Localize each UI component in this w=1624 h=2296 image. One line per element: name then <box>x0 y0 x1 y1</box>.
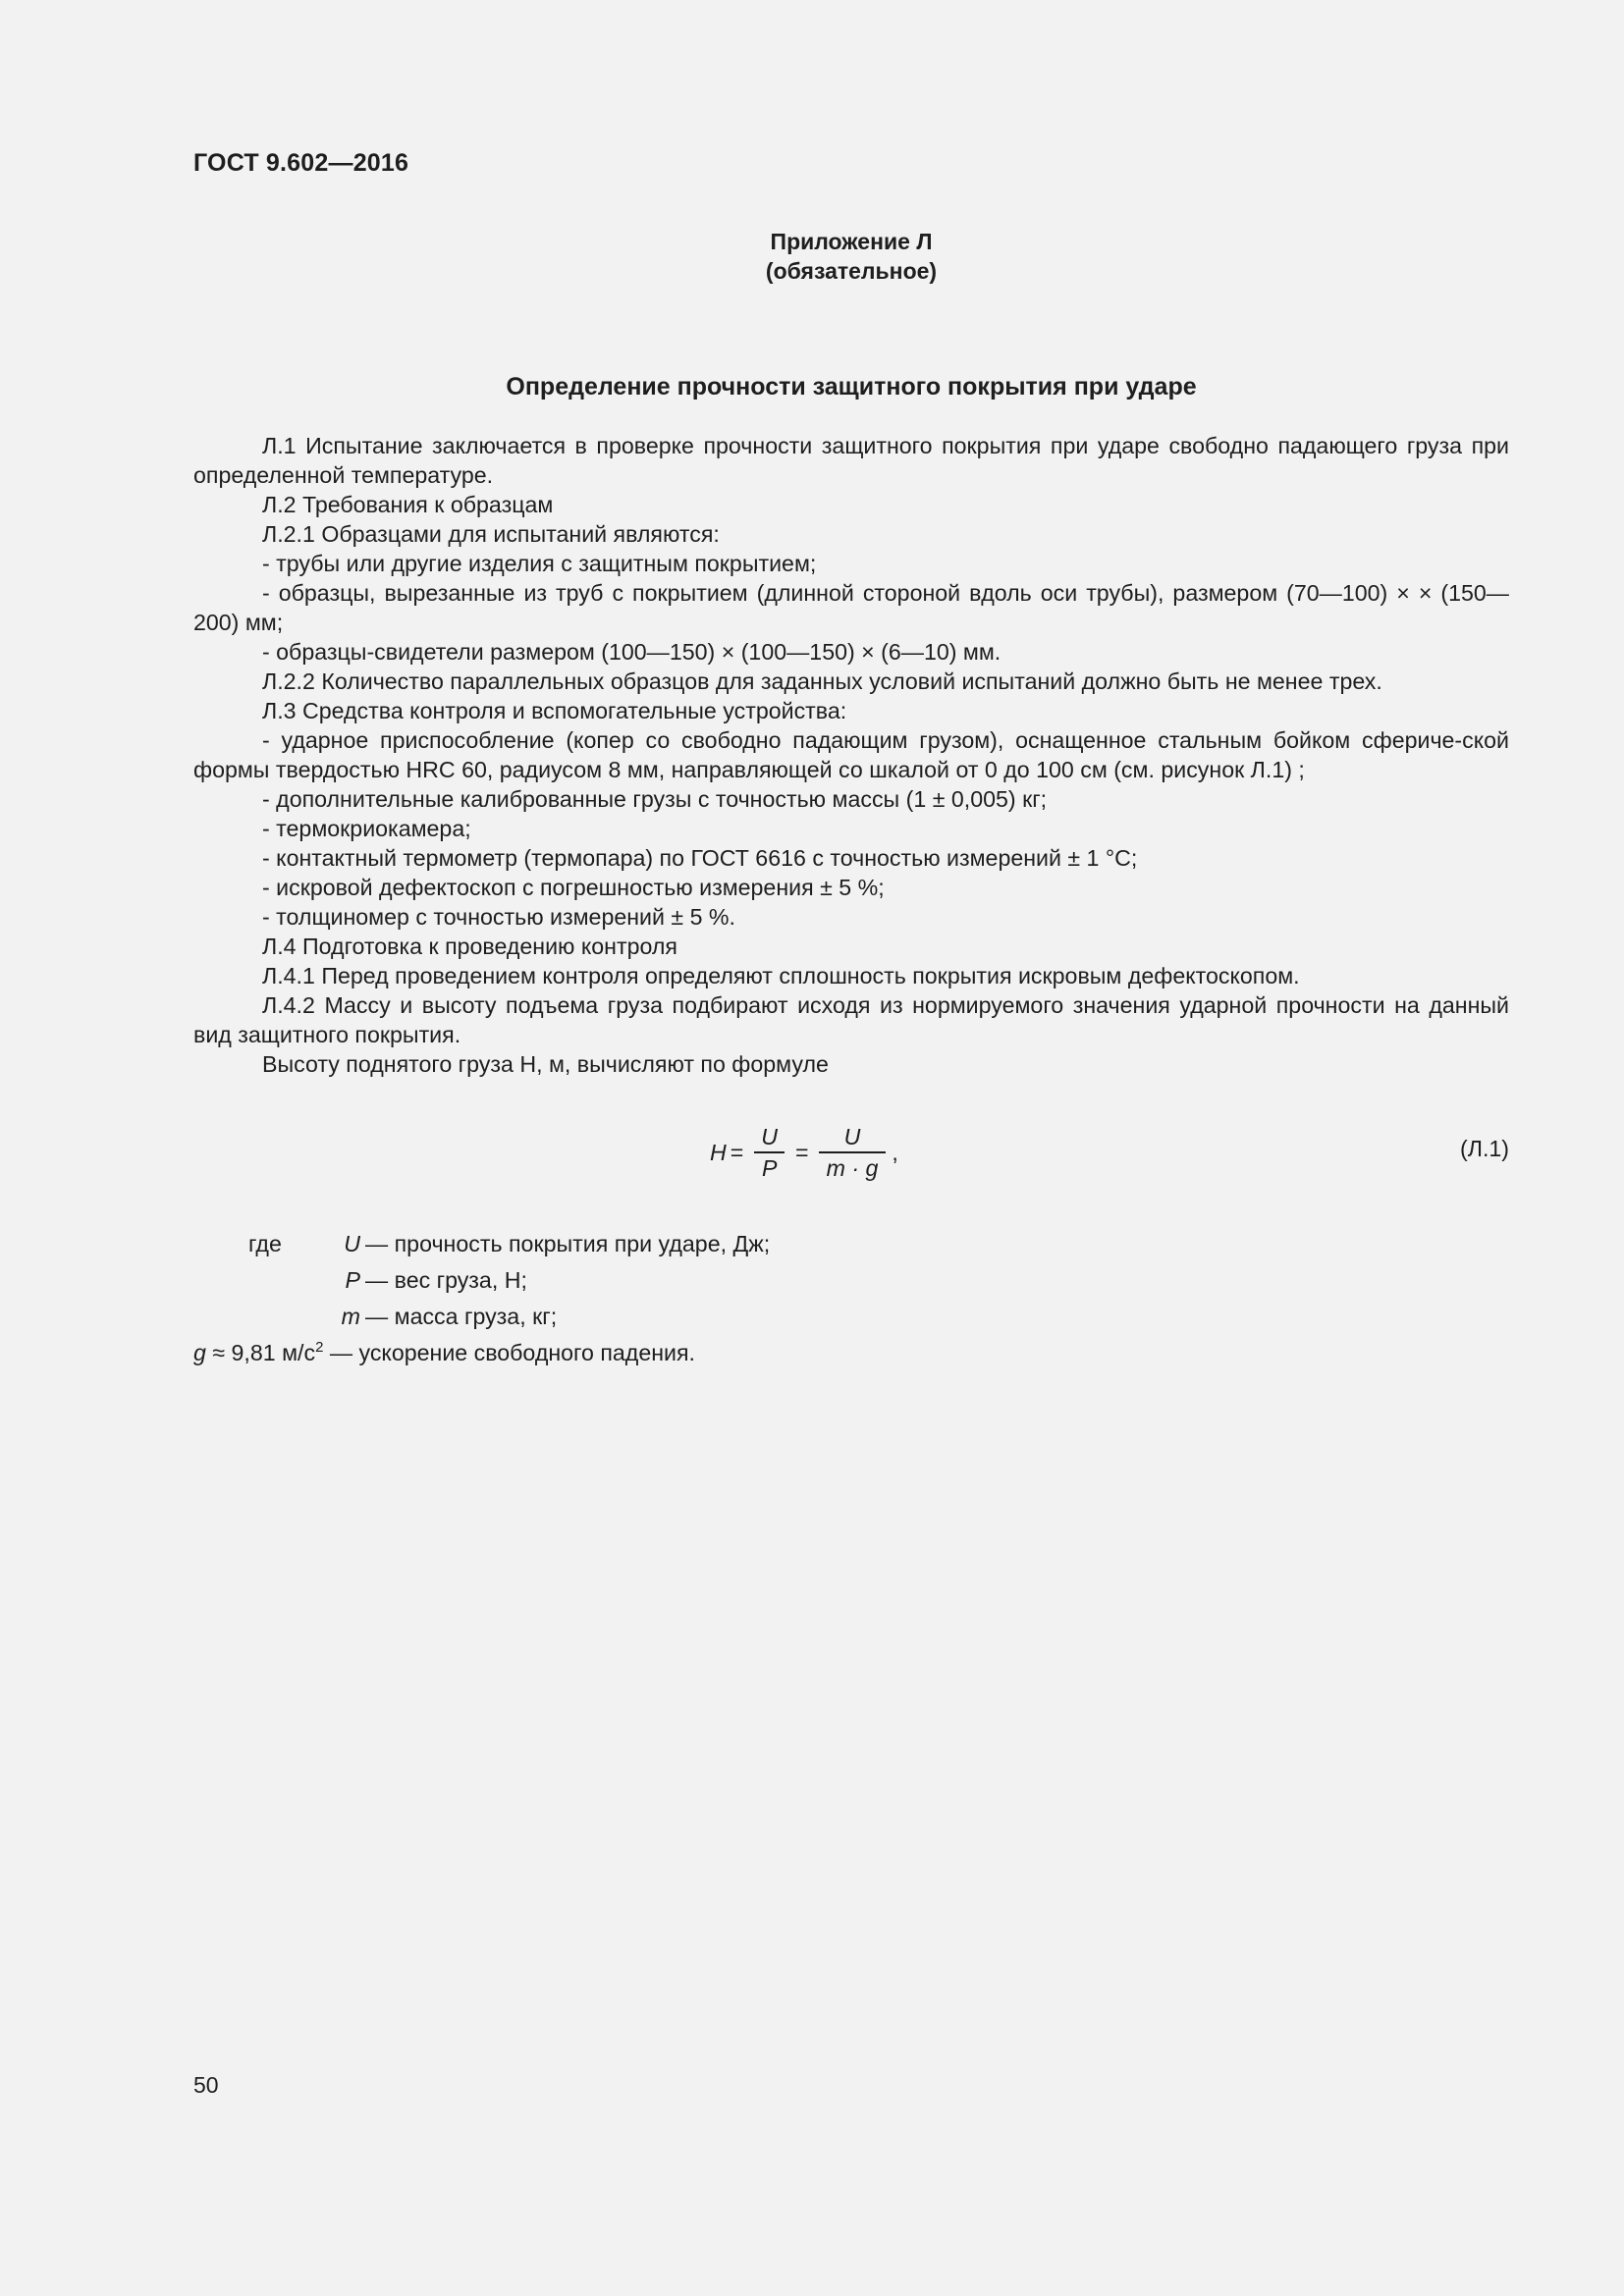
variable-definitions <box>193 1226 1509 1371</box>
appendix-heading <box>193 227 1509 286</box>
fraction-numerator: U <box>761 1124 779 1149</box>
section-title: Определение прочности защитного покрытия при ударе <box>506 373 1197 400</box>
fraction-denominator: P <box>754 1151 785 1183</box>
variable-symbol: g <box>193 1340 206 1365</box>
appendix-status: (обязательное) <box>765 258 938 284</box>
list-item: - контактный термометр (термопара) по ГОСТ 6616 с точностью измерений ± 1 °С; <box>262 845 1138 871</box>
list-item: - образцы, вырезанные из труб с покрытием (длинной стороной вдоль оси трубы), размером (70—100) × × (150—200) мм; <box>193 580 1509 635</box>
definition-row <box>193 1335 1509 1371</box>
paragraph: Л.2.2 Количество параллельных образцов для заданных условий испытаний должно быть не менее трех. <box>262 668 1382 694</box>
definition-row <box>193 1299 1509 1335</box>
body-text <box>193 431 1509 1079</box>
paragraph: Л.2 Требования к образцам <box>262 492 554 517</box>
paragraph: Л.3 Средства контроля и вспомогательные устройства: <box>262 698 847 723</box>
paragraph: Л.4 Подготовка к проведению контроля <box>262 934 677 959</box>
equals-sign: = <box>730 1139 744 1165</box>
list-item: - термокриокамера; <box>262 816 471 841</box>
gravity-value: ≈ 9,81 м/с <box>212 1340 316 1365</box>
paragraph: Л.2.1 Образцами для испытаний являются: <box>262 521 720 547</box>
variable-description: — ускорение свободного падения. <box>323 1340 695 1365</box>
variable-description: — прочность покрытия при ударе, Дж; <box>365 1231 771 1256</box>
list-item: - образцы-свидетели размером (100—150) × (100—150) × (6—10) мм. <box>262 639 1001 665</box>
formula-number: (Л.1) <box>1460 1136 1509 1161</box>
list-item: - трубы или другие изделия с защитным покрытием; <box>262 551 817 576</box>
formula-block <box>193 1113 1509 1192</box>
fraction-u-over-mg <box>819 1122 887 1183</box>
equals-sign: = <box>795 1139 809 1165</box>
where-word: где <box>248 1231 282 1256</box>
paragraph: Л.1 Испытание заключается в проверке прочности защитного покрытия при ударе свободно падающего груза при определенной температуре. <box>193 433 1509 488</box>
variable-symbol: U <box>344 1231 360 1256</box>
page-number: 50 <box>193 2072 219 2098</box>
formula-lhs: H <box>710 1139 727 1165</box>
variable-symbol: m <box>341 1304 360 1329</box>
formula <box>710 1113 898 1192</box>
variable-description: — вес груза, Н; <box>365 1267 527 1293</box>
fraction-denominator: m · g <box>819 1151 887 1183</box>
variable-symbol: P <box>345 1267 360 1293</box>
variable-description: — масса груза, кг; <box>365 1304 558 1329</box>
formula-comma: , <box>892 1139 898 1165</box>
definition-row <box>193 1262 1509 1299</box>
definition-row <box>193 1226 1509 1262</box>
fraction-numerator: U <box>843 1124 861 1149</box>
paragraph: Л.4.2 Массу и высоту подъема груза подбирают исходя из нормируемого значения ударной прочности на данный вид защитного покрытия. <box>193 992 1509 1047</box>
paragraph: Л.4.1 Перед проведением контроля определяют сплошность покрытия искровым дефектоскопом. <box>262 963 1300 988</box>
document-code: ГОСТ 9.602—2016 <box>193 149 409 177</box>
exponent: 2 <box>315 1339 324 1356</box>
list-item: - толщиномер с точностью измерений ± 5 %. <box>262 904 735 930</box>
list-item: - дополнительные калиброванные грузы с точностью массы (1 ± 0,005) кг; <box>262 786 1048 812</box>
list-item: - искровой дефектоскоп с погрешностью измерения ± 5 %; <box>262 875 885 900</box>
appendix-title: Приложение Л <box>770 229 933 254</box>
fraction-u-over-p <box>753 1122 785 1183</box>
paragraph: Высоту поднятого груза Н, м, вычисляют по формуле <box>262 1051 829 1077</box>
list-item: - ударное приспособление (копер со свободно падающим грузом), оснащенное стальным бойком сфериче-ской формы твердостью HRC 60, радиусом 8 мм, направляющей со шкалой от 0 до 100 см (см. рисунок Л.1) ; <box>193 727 1509 782</box>
